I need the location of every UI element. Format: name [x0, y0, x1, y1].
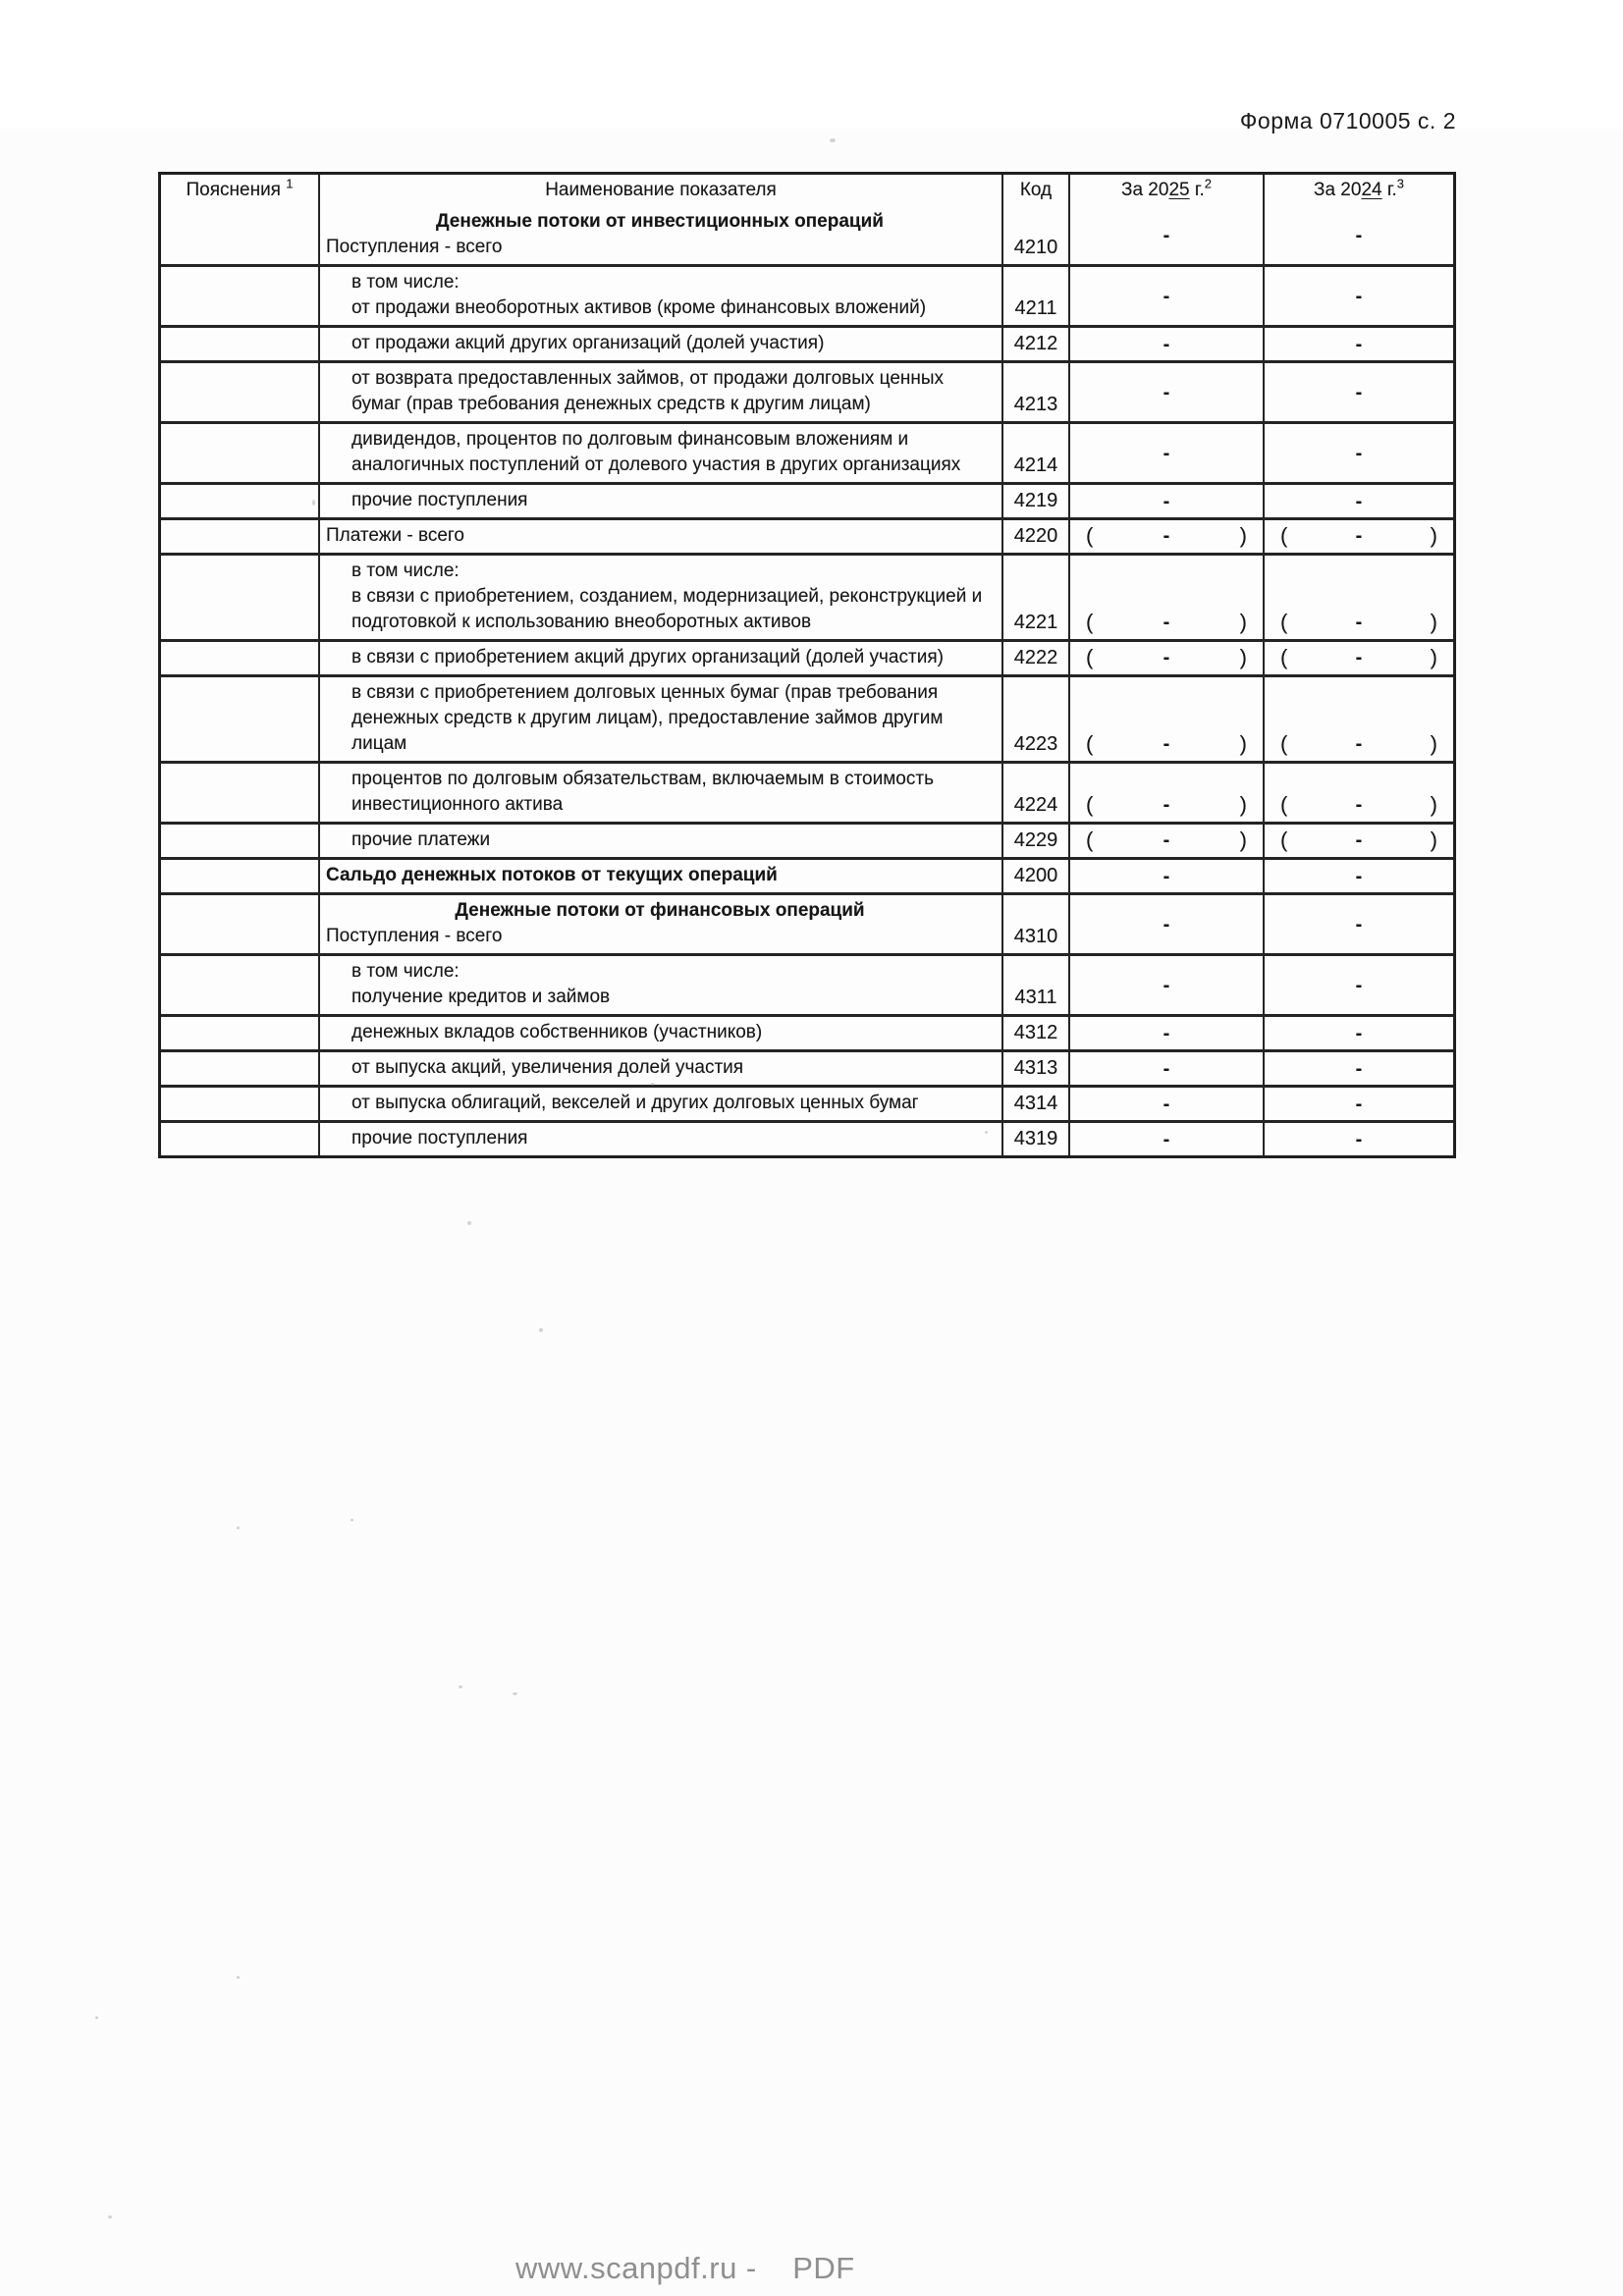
explanations-cell: [161, 1123, 320, 1155]
header-year-2025-label: За 2025 г.$^2$: [1120, 176, 1212, 200]
scan-speck: [312, 500, 315, 506]
explanations-cell: [161, 556, 320, 639]
scan-speck: [108, 2216, 112, 2218]
section-header: Денежные потоки от инвестиционных операций: [436, 211, 884, 232]
explanations-cell: [161, 860, 320, 892]
value-2025-cell: -: [1070, 424, 1265, 482]
header-explanations-label: Пояснения $^1$: [186, 176, 294, 200]
table-row: [161, 482, 1453, 517]
code-cell: 4311: [1003, 956, 1070, 1014]
table-row: [161, 206, 1453, 264]
table-row: [161, 822, 1453, 857]
value-2025-cell: -: [1070, 860, 1265, 892]
explanations-cell: [161, 1052, 320, 1085]
explanations-cell: [161, 328, 320, 360]
table-row: [161, 674, 1453, 761]
explanations-cell: [161, 677, 320, 761]
value-2025-cell: -: [1070, 328, 1265, 360]
indicator-cell: [320, 520, 1003, 553]
scan-speck: [985, 1131, 988, 1134]
table-row: [161, 264, 1453, 325]
value-2024-cell: -: [1355, 1022, 1363, 1044]
value-2025-cell: -: [1070, 206, 1265, 264]
value-2024-cell: ( - ): [1280, 731, 1437, 756]
cash-flow-table: [158, 172, 1456, 1158]
table-row: [161, 517, 1453, 553]
scan-speck: [95, 2016, 98, 2019]
table-row: [161, 360, 1453, 421]
indicator-cell: [320, 328, 1003, 360]
indicator-cell: [320, 677, 1003, 761]
code-cell: 4229: [1003, 825, 1070, 857]
scan-speck: [237, 1976, 240, 1979]
indicator-label: Поступления - всего: [326, 926, 503, 946]
table-row: [161, 639, 1453, 674]
value-2025-cell: -: [1070, 1088, 1265, 1120]
indicator-label: в связи с приобретением акций других организаций (долей участия): [352, 647, 944, 667]
value-2024-cell: -: [1355, 865, 1363, 887]
scan-speck: [830, 138, 836, 142]
value-2025-cell: -: [1070, 1123, 1265, 1155]
table-row: [161, 857, 1453, 892]
value-2024-cell: ( - ): [1280, 828, 1437, 852]
indicator-cell: [320, 485, 1003, 517]
value-2025-cell: -: [1070, 1052, 1265, 1085]
explanations-cell: [161, 642, 320, 674]
value-2025-cell: ( - ): [1070, 677, 1265, 761]
scan-speck: [651, 1083, 654, 1086]
value-2024-cell: -: [1355, 285, 1363, 307]
explanations-cell: [161, 1088, 320, 1120]
indicator-cell: [320, 956, 1003, 1014]
table-row: [161, 553, 1453, 639]
indicator-cell: [320, 825, 1003, 857]
table-row: [161, 1049, 1453, 1085]
scanpdf-watermark: www.scanpdf.ru - PDF: [515, 2251, 855, 2285]
indicator-label: процентов по долговым обязательствам, включаемым в стоимость инвестиционного актива: [352, 769, 934, 815]
indicator-label: Поступления - всего: [326, 237, 503, 257]
indicator-label: Платежи - всего: [326, 525, 464, 546]
value-2024-cell: ( - ): [1280, 523, 1437, 548]
code-cell: 4210: [1003, 206, 1070, 264]
code-cell: 4219: [1003, 485, 1070, 517]
code-cell: 4220: [1003, 520, 1070, 553]
header-explanations-cell: [161, 175, 320, 206]
value-2024-cell: ( - ): [1280, 645, 1437, 669]
explanations-cell: [161, 485, 320, 517]
indicator-label: прочие поступления: [352, 1128, 528, 1148]
code-cell: 4222: [1003, 642, 1070, 674]
code-cell: 4319: [1003, 1123, 1070, 1155]
value-2024-cell: ( - ): [1280, 792, 1437, 817]
indicator-label: в связи с приобретением долговых ценных бумаг (прав требования денежных средств к другим лицам), предоставление займов другим лицам: [352, 682, 944, 754]
code-cell: 4313: [1003, 1052, 1070, 1085]
indicator-label: получение кредитов и займов: [352, 987, 611, 1007]
code-cell: 4213: [1003, 363, 1070, 421]
sub-list-intro: в том числе:: [352, 272, 460, 293]
code-cell: 4200: [1003, 860, 1070, 892]
indicator-label: дивидендов, процентов по долговым финансовым вложениям и аналогичных поступлений от долевого участия в других организациях: [352, 429, 961, 475]
table-row: [161, 325, 1453, 360]
header-year-2024-label: За 2024 г.$^3$: [1313, 176, 1404, 200]
indicator-label: в связи с приобретением, созданием, модернизацией, реконструкцией и подготовкой к использованию внеоборотных активов: [352, 586, 983, 632]
value-2025-cell: ( - ): [1070, 764, 1265, 822]
table-row: [161, 953, 1453, 1014]
header-code-label: Код: [1019, 180, 1053, 200]
table-row: [161, 1120, 1453, 1155]
header-year-2025-cell: [1070, 175, 1265, 206]
value-2025-cell: -: [1070, 363, 1265, 421]
indicator-cell: [320, 1017, 1003, 1049]
code-cell: 4221: [1003, 556, 1070, 639]
indicator-cell: [320, 556, 1003, 639]
code-cell: 4223: [1003, 677, 1070, 761]
explanations-cell: [161, 424, 320, 482]
value-2024-cell: ( - ): [1280, 610, 1437, 634]
value-2024-cell: -: [1355, 974, 1363, 996]
indicator-label: Сальдо денежных потоков от текущих операций: [326, 865, 778, 885]
form-number-header: Форма 0710005 с. 2: [1239, 108, 1456, 133]
indicator-cell: [320, 424, 1003, 482]
explanations-cell: [161, 825, 320, 857]
indicator-label: прочие платежи: [352, 829, 491, 850]
value-2025-cell: -: [1070, 895, 1265, 953]
scan-speck: [539, 1328, 543, 1332]
code-cell: 4224: [1003, 764, 1070, 822]
indicator-cell: [320, 363, 1003, 421]
value-2024-cell: -: [1355, 381, 1363, 403]
header-year-2024-cell: [1265, 175, 1453, 206]
explanations-cell: [161, 956, 320, 1014]
indicator-label: от возврата предоставленных займов, от продажи долговых ценных бумаг (прав требования денежных средств к другим лицам): [352, 368, 945, 414]
indicator-cell: [320, 895, 1003, 953]
table-body: [161, 206, 1453, 1155]
value-2024-cell: -: [1355, 490, 1363, 512]
value-2024-cell: -: [1355, 442, 1363, 464]
explanations-cell: [161, 520, 320, 553]
explanations-cell: [161, 764, 320, 822]
sub-list-intro: в том числе:: [352, 561, 460, 581]
indicator-cell: [320, 1088, 1003, 1120]
explanations-cell: [161, 895, 320, 953]
header-indicator-cell: [320, 175, 1003, 206]
table-header-row: [161, 175, 1453, 206]
indicator-label: от выпуска облигаций, векселей и других долговых ценных бумаг: [352, 1093, 919, 1113]
value-2025-cell: -: [1070, 485, 1265, 517]
scan-speck: [459, 1685, 462, 1688]
indicator-cell: [320, 1123, 1003, 1155]
explanations-cell: [161, 363, 320, 421]
code-cell: 4214: [1003, 424, 1070, 482]
value-2025-cell: ( - ): [1070, 556, 1265, 639]
scan-speck: [351, 1519, 353, 1522]
indicator-label: прочие поступления: [352, 490, 528, 510]
table-row: [161, 421, 1453, 482]
value-2025-cell: -: [1070, 1017, 1265, 1049]
indicator-cell: [320, 1052, 1003, 1085]
table-row: [161, 761, 1453, 822]
sub-list-intro: в том числе:: [352, 961, 460, 982]
indicator-label: от продажи внеоборотных активов (кроме финансовых вложений): [352, 297, 927, 318]
value-2024-cell: -: [1355, 1128, 1363, 1150]
code-cell: 4211: [1003, 267, 1070, 325]
indicator-cell: [320, 206, 1003, 264]
indicator-label: денежных вкладов собственников (участников): [352, 1022, 763, 1042]
value-2024-cell: -: [1355, 333, 1363, 355]
indicator-label: от выпуска акций, увеличения долей участия: [352, 1057, 744, 1078]
header-indicator-label: Наименование показателя: [545, 180, 777, 200]
scan-speck: [237, 1526, 240, 1529]
value-2025-cell: ( - ): [1070, 825, 1265, 857]
indicator-cell: [320, 642, 1003, 674]
code-cell: 4310: [1003, 895, 1070, 953]
value-2025-cell: ( - ): [1070, 642, 1265, 674]
indicator-cell: [320, 860, 1003, 892]
code-cell: 4312: [1003, 1017, 1070, 1049]
scan-speck: [513, 1692, 517, 1695]
scan-speck: [467, 1221, 471, 1225]
table-row: [161, 892, 1453, 953]
header-code-cell: [1003, 175, 1070, 206]
indicator-label: от продажи акций других организаций (долей участия): [352, 333, 825, 353]
value-2025-cell: ( - ): [1070, 520, 1265, 553]
value-2024-cell: -: [1355, 1057, 1363, 1080]
indicator-cell: [320, 764, 1003, 822]
code-cell: 4314: [1003, 1088, 1070, 1120]
value-2024-cell: -: [1355, 913, 1363, 935]
value-2025-cell: -: [1070, 267, 1265, 325]
table-row: [161, 1014, 1453, 1049]
code-cell: 4212: [1003, 328, 1070, 360]
explanations-cell: [161, 1017, 320, 1049]
explanations-cell: [161, 267, 320, 325]
explanations-cell: [161, 206, 320, 264]
section-header: Денежные потоки от финансовых операций: [455, 900, 865, 921]
indicator-cell: [320, 267, 1003, 325]
value-2024-cell: -: [1355, 1093, 1363, 1115]
value-2024-cell: -: [1355, 224, 1363, 246]
table-row: [161, 1085, 1453, 1120]
value-2025-cell: -: [1070, 956, 1265, 1014]
